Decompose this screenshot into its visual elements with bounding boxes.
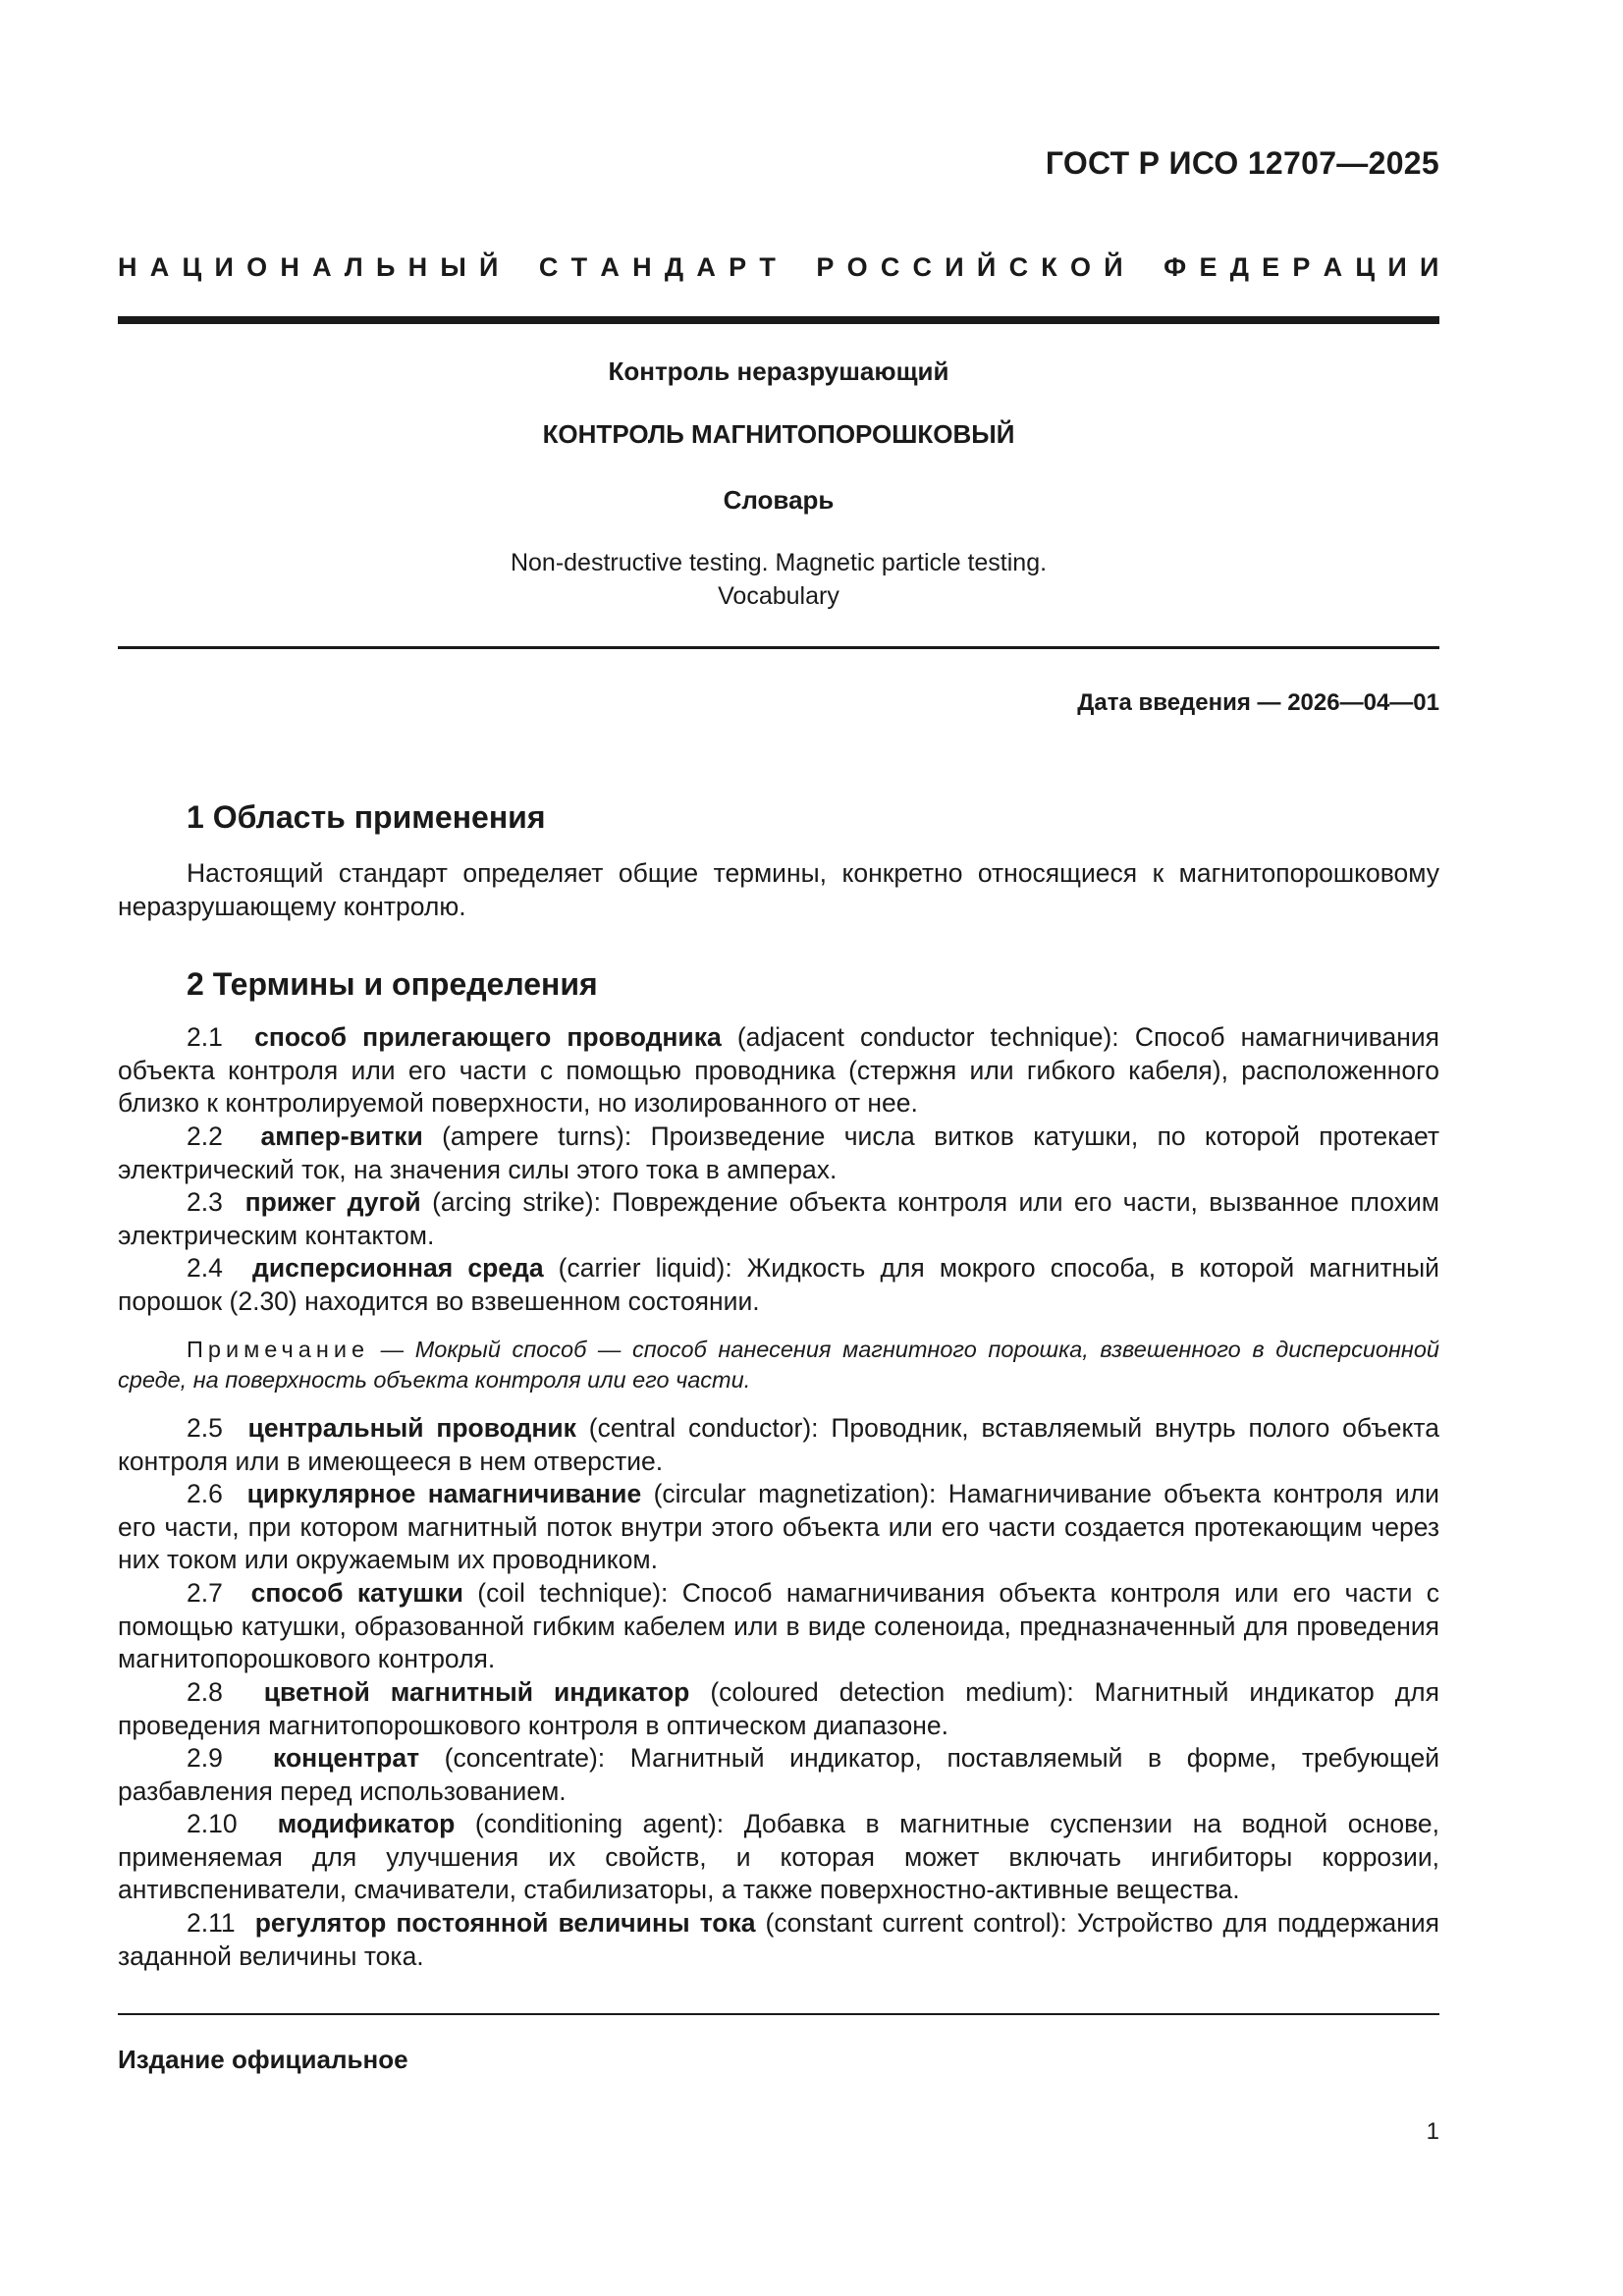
title-line-2: КОНТРОЛЬ МАГНИТОПОРОШКОВЫЙ	[542, 419, 1015, 449]
term-number: 2.2	[187, 1121, 223, 1151]
standard-type-letter: Й	[976, 252, 997, 282]
page-number: 1	[1426, 2118, 1439, 2145]
standard-type-letter: Ц	[1355, 252, 1376, 282]
term-definition: (central conductor): Проводник, вставляемый внутрь полого объекта контроля или в имеющееся в нем отверстие.	[118, 1413, 1439, 1476]
term-number: 2.5	[187, 1413, 223, 1443]
standard-type-gap	[1136, 252, 1151, 283]
term-number: 2.3	[187, 1187, 223, 1217]
term-2-9	[118, 1742, 1439, 1808]
standard-type-letter: А	[696, 252, 716, 282]
section-2-heading: 2 Термины и определения	[187, 966, 598, 1002]
term-number: 2.4	[187, 1253, 223, 1283]
standard-type-letter: Р	[729, 252, 747, 282]
term-number: 2.10	[187, 1809, 238, 1838]
term-name: модификатор	[277, 1809, 456, 1838]
standard-type-letter: Й	[1104, 252, 1123, 282]
title-english-line-1: Non-destructive testing. Magnetic particle testing.	[510, 549, 1048, 576]
standard-type-letter: Н	[632, 252, 652, 282]
title-line-3: Словарь	[723, 485, 835, 515]
term-name: ампер-витки	[260, 1121, 423, 1151]
term-2-3	[118, 1186, 1439, 1252]
standard-type-letter: К	[1041, 252, 1057, 282]
term-name: циркулярное намагничивание	[246, 1479, 642, 1508]
standard-type-letter: С	[538, 252, 559, 282]
term-note	[118, 1335, 1439, 1395]
term-name: дисперсионная среда	[252, 1253, 544, 1283]
term-2-7	[118, 1577, 1439, 1676]
standard-type-letter: И	[1387, 252, 1407, 282]
standard-type-letter: Н	[118, 252, 137, 282]
term-name: прижег дугой	[244, 1187, 421, 1217]
title-english	[118, 546, 1439, 613]
standard-type-letter: Ф	[1163, 252, 1187, 282]
note-text: — Мокрый способ — способ нанесения магнитного порошка, взвешенного в дисперсионной среде, на поверхность объекта контроля или его части.	[118, 1337, 1439, 1393]
term-name: способ прилегающего проводника	[254, 1022, 722, 1052]
standard-type-letter: Ц	[182, 252, 202, 282]
term-definition: (coloured detection medium): Магнитный индикатор для проведения магнитопорошкового контроля в оптическом диапазоне.	[118, 1677, 1439, 1740]
standard-type-letter: Ь	[375, 252, 396, 282]
section-1-text-body: Настоящий стандарт определяет общие термины, конкретно относящиеся к магнитопорошковому неразрушающему контролю.	[118, 858, 1439, 921]
term-definition: (conditioning agent): Добавка в магнитные суспензии на водной основе, применяемая для улучшения их свойств, и которая может включать ингибиторы коррозии, антивспениватели, смачиватели, стабилизаторы, а также поверхностно-активные вещества.	[118, 1809, 1439, 1904]
standard-type-letter: Т	[570, 252, 588, 282]
term-definition: (ampere turns): Произведение числа витков катушки, по которой протекает электрический ток, на значения силы этого тока в амперах.	[118, 1121, 1439, 1184]
standard-number: ГОСТ Р ИСО 12707—2025	[1045, 145, 1439, 181]
introduction-date: Дата введения — 2026—04—01	[1077, 689, 1439, 716]
standard-type-letter: А	[1323, 252, 1343, 282]
term-number: 2.7	[187, 1578, 223, 1608]
term-definition: (adjacent conductor technique): Способ намагничивания объекта контроля или его части с помощью проводника (стержня или гибкого кабеля), расположенного близко к контролируемой поверхности, но изолированного от нее.	[118, 1022, 1440, 1118]
standard-type-letter: А	[149, 252, 170, 282]
section-1-heading: 1 Область применения	[187, 799, 546, 835]
standard-type-letter: Е	[1262, 252, 1280, 282]
term-2-2	[118, 1121, 1439, 1186]
standard-type-letter: О	[846, 252, 868, 282]
footer-divider	[118, 2013, 1439, 2015]
standard-type-letter: И	[1420, 252, 1439, 282]
title-english-line-2: Vocabulary	[718, 582, 839, 610]
standard-type-letter: Р	[1292, 252, 1311, 282]
standard-type-letter: С	[880, 252, 900, 282]
standard-type-letter: Л	[344, 252, 363, 282]
standard-type-letter: Т	[759, 252, 776, 282]
standard-type-letter: А	[600, 252, 620, 282]
standard-type-letter: И	[945, 252, 964, 282]
standard-type-letter: С	[912, 252, 933, 282]
term-definition: (constant current control): Устройство для поддержания заданной величины тока.	[118, 1908, 1439, 1971]
term-definition: (arcing strike): Повреждение объекта контроля или его части, вызванное плохим электрическим контактом.	[118, 1187, 1439, 1250]
term-2-4	[118, 1252, 1439, 1318]
note-label: Примечание	[187, 1337, 370, 1362]
term-name: способ катушки	[250, 1578, 463, 1608]
term-2-11	[118, 1907, 1439, 1973]
term-name: цветной магнитный индикатор	[263, 1677, 690, 1707]
term-2-10	[118, 1808, 1439, 1907]
term-number: 2.11	[187, 1908, 236, 1938]
term-name: регулятор постоянной величины тока	[254, 1908, 756, 1938]
term-name: центральный проводник	[247, 1413, 576, 1443]
header-divider	[118, 316, 1439, 324]
standard-type-letter: Р	[816, 252, 835, 282]
term-2-1	[118, 1021, 1439, 1121]
standard-type-letter: Н	[280, 252, 299, 282]
term-definition: (circular magnetization): Намагничивание объекта контроля или его части, при котором магнитный поток внутри этого объекта или его части создается протекающим через них током или окружаемым их проводником.	[118, 1479, 1439, 1574]
term-number: 2.9	[187, 1743, 223, 1773]
title-divider	[118, 646, 1439, 649]
term-definition: (coil technique): Способ намагничивания объекта контроля или его части с помощью катушки, образованной гибким кабелем или в виде соленоида, предназначенный для проведения магнитопорошкового контроля.	[118, 1578, 1440, 1673]
standard-type-letter: Й	[479, 252, 499, 282]
standard-type-letter: Д	[1229, 252, 1249, 282]
standard-type-letter: О	[1070, 252, 1092, 282]
term-2-8	[118, 1676, 1439, 1742]
term-name: концентрат	[273, 1743, 420, 1773]
standard-type-letter: О	[246, 252, 268, 282]
term-2-6	[118, 1478, 1439, 1577]
document-page	[118, 0, 1439, 2296]
title-line-1: Контроль неразрушающий	[608, 356, 949, 386]
term-definition: (carrier liquid): Жидкость для мокрого способа, в которой магнитный порошок (2.30) находится во взвешенном состоянии.	[118, 1253, 1439, 1316]
standard-type-gap	[788, 252, 803, 283]
standard-type-letter: Ы	[440, 252, 466, 282]
term-2-5	[118, 1412, 1439, 1478]
term-number: 2.6	[187, 1479, 223, 1508]
section-1-text	[118, 857, 1439, 923]
term-definition: (concentrate): Магнитный индикатор, поставляемый в форме, требующей разбавления перед использованием.	[118, 1743, 1439, 1806]
standard-type-title	[118, 252, 1439, 283]
standard-type-letter: С	[1008, 252, 1029, 282]
standard-type-letter: А	[312, 252, 332, 282]
standard-type-letter: Д	[664, 252, 684, 282]
term-number: 2.8	[187, 1677, 223, 1707]
term-number: 2.1	[187, 1022, 223, 1052]
standard-type-letter: Е	[1199, 252, 1217, 282]
standard-type-letter: И	[214, 252, 234, 282]
edition-label: Издание официальное	[118, 2045, 408, 2074]
standard-type-gap	[512, 252, 526, 283]
standard-type-letter: Н	[407, 252, 428, 282]
